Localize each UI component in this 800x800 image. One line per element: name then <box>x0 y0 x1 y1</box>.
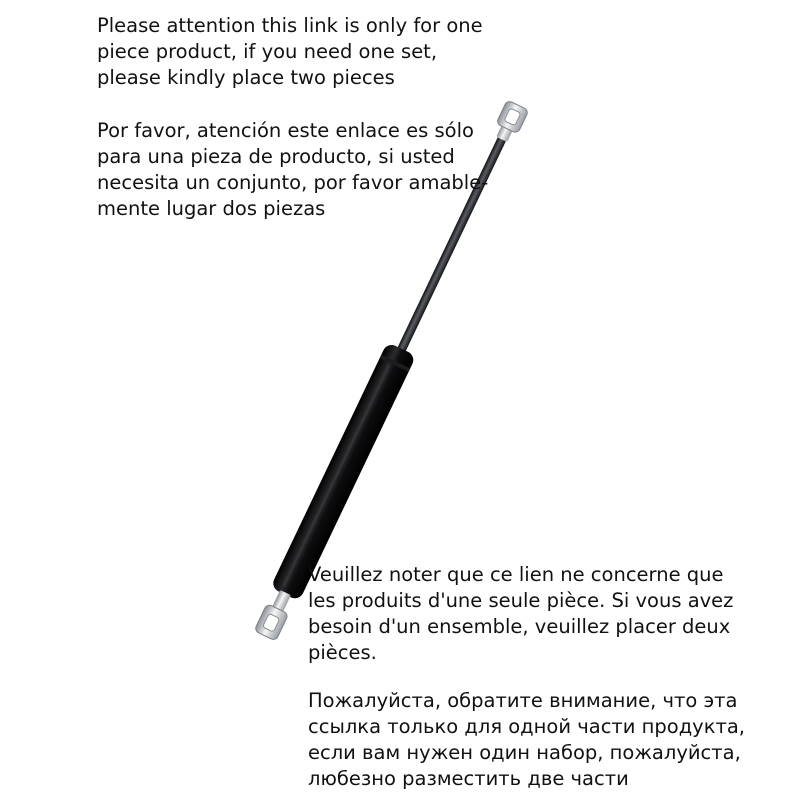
notice-line: Veuillez noter que ce lien ne concerne que <box>308 563 724 586</box>
notice-line: Por favor, atención este enlace es sólo <box>97 119 474 142</box>
notice-line: ссылка только для одной части продукта, <box>308 715 746 738</box>
notice-french <box>308 562 733 666</box>
notice-line: necesita un conjunto, por favor amable- <box>97 171 489 194</box>
notice-line: para una pieza de producto, si usted <box>97 145 455 168</box>
notice-line: piece product, if you need one set, <box>97 40 438 63</box>
notice-russian <box>308 688 745 792</box>
notice-line: любезно разместить две части <box>308 767 629 790</box>
notice-english <box>97 13 483 91</box>
notice-line: если вам нужен один набор, пожалуйста, <box>308 741 741 764</box>
notice-line: Пожалуйста, обратите внимание, что эта <box>308 689 738 712</box>
notice-line: Please attention this link is only for one <box>97 14 483 37</box>
notice-line: please kindly place two pieces <box>97 66 395 89</box>
notice-spanish <box>97 118 488 222</box>
notice-line: pièces. <box>308 641 377 664</box>
notice-line: les produits d'une seule pièce. Si vous avez <box>308 589 734 612</box>
notice-line: besoin d'un ensemble, veuillez placer deux <box>308 615 731 638</box>
notice-line: mente lugar dos piezas <box>97 197 326 220</box>
